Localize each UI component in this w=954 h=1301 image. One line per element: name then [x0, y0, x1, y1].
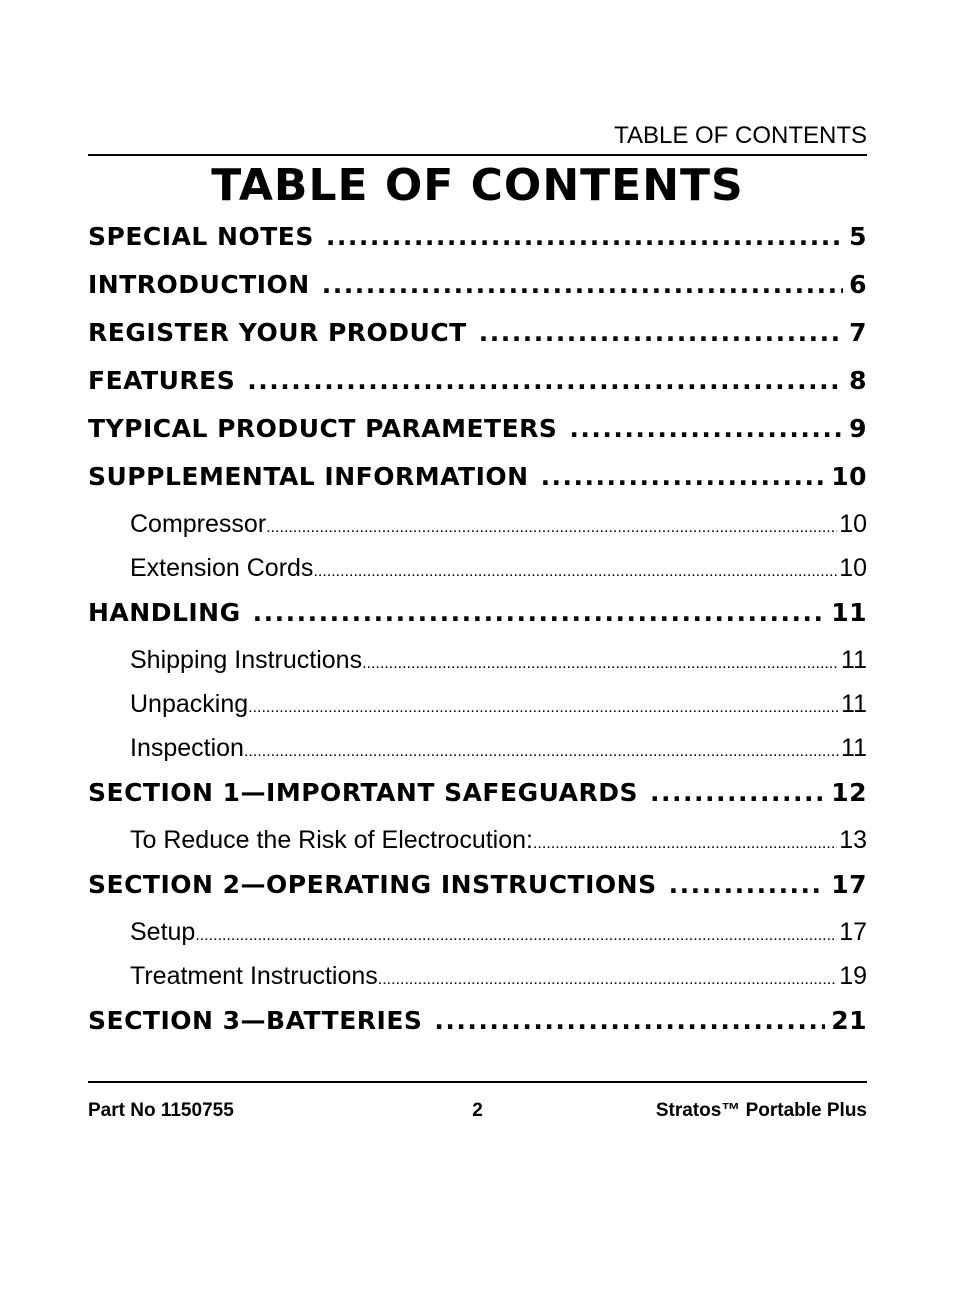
toc-entry-label: REGISTER YOUR PRODUCT [88, 318, 467, 347]
toc-subsection-entry[interactable] [88, 690, 867, 734]
toc-entry-label: Setup [130, 918, 196, 946]
toc-entry-label: Unpacking [130, 690, 249, 718]
toc-entry-label: SUPPLEMENTAL INFORMATION [88, 462, 529, 491]
toc-dot-leader [529, 462, 826, 491]
toc-dot-leader [657, 870, 826, 899]
toc-dot-leader [314, 222, 843, 251]
toc-entry-label: SECTION 1—IMPORTANT SAFEGUARDS [88, 778, 638, 807]
toc-entry-label: INTRODUCTION [88, 270, 310, 299]
footer-product-name: Stratos™ Portable Plus [655, 1100, 867, 1121]
toc-entry-page: 8 [849, 366, 867, 395]
toc-section-entry[interactable] [88, 366, 867, 414]
page-title: TABLE OF CONTENTS [211, 160, 744, 211]
toc-entry-page: 11 [831, 598, 867, 627]
toc-entry-page: 5 [849, 222, 867, 251]
toc-dot-leader [378, 971, 837, 989]
toc-section-entry[interactable] [88, 778, 867, 826]
toc-entry-page: 19 [839, 962, 867, 990]
toc-dot-leader [467, 318, 843, 347]
toc-entry-label: Shipping Instructions [130, 646, 363, 674]
footer-part-number: Part No 1150755 [88, 1100, 234, 1121]
toc-subsection-entry[interactable] [88, 826, 867, 870]
toc-entry-page: 10 [839, 554, 867, 582]
toc-subsection-entry[interactable] [88, 646, 867, 690]
toc-subsection-entry[interactable] [88, 510, 867, 554]
toc-entry-page: 12 [831, 778, 867, 807]
toc-entry-page: 17 [839, 918, 867, 946]
toc-dot-leader [266, 519, 837, 537]
toc-dot-leader [638, 778, 825, 807]
toc-section-entry[interactable] [88, 598, 867, 646]
header-rule [88, 154, 867, 156]
toc-section-entry[interactable] [88, 222, 867, 270]
toc-dot-leader [235, 366, 843, 395]
toc-entry-label: SECTION 3—BATTERIES [88, 1006, 423, 1035]
toc-section-entry[interactable] [88, 414, 867, 462]
toc-section-entry[interactable] [88, 318, 867, 366]
toc-dot-leader [422, 1006, 825, 1035]
footer-page-number: 2 [472, 1100, 483, 1121]
toc-section-entry[interactable] [88, 870, 867, 918]
toc-entry-page: 13 [839, 826, 867, 854]
toc-entry-page: 9 [849, 414, 867, 443]
toc-entry-page: 7 [849, 318, 867, 347]
toc-entry-label: HANDLING [88, 598, 241, 627]
toc-section-entry[interactable] [88, 462, 867, 510]
toc-entry-label: Inspection [130, 734, 244, 762]
toc-entry-label: Extension Cords [130, 554, 314, 582]
toc-subsection-entry[interactable] [88, 734, 867, 778]
toc-entry-page: 21 [831, 1006, 867, 1035]
toc-dot-leader [310, 270, 843, 299]
toc-entry-page: 6 [849, 270, 867, 299]
toc-entry-label: To Reduce the Risk of Electrocution: [130, 826, 533, 854]
toc-dot-leader [313, 563, 837, 581]
toc-entry-label: Compressor [130, 510, 267, 538]
toc-entry-label: TYPICAL PRODUCT PARAMETERS [88, 414, 558, 443]
toc-entry-page: 10 [831, 462, 867, 491]
running-head: TABLE OF CONTENTS [614, 122, 867, 149]
toc-subsection-entry[interactable] [88, 962, 867, 1006]
toc-entry-page: 11 [841, 690, 867, 718]
toc-dot-leader [362, 655, 839, 673]
toc-subsection-entry[interactable] [88, 918, 867, 962]
footer-rule [88, 1081, 867, 1083]
toc-entry-page: 11 [841, 734, 867, 762]
toc-dot-leader [533, 835, 837, 853]
toc-dot-leader [244, 743, 839, 761]
table-of-contents [88, 222, 867, 1054]
toc-entry-label: Treatment Instructions [130, 962, 378, 990]
toc-dot-leader [241, 598, 826, 627]
toc-entry-page: 10 [839, 510, 867, 538]
toc-section-entry[interactable] [88, 270, 867, 318]
toc-entry-label: SPECIAL NOTES [88, 222, 314, 251]
toc-entry-page: 17 [831, 870, 867, 899]
toc-entry-page: 11 [841, 646, 867, 674]
toc-dot-leader [248, 699, 839, 717]
page-footer [88, 1100, 867, 1126]
toc-dot-leader [195, 927, 837, 945]
toc-entry-label: SECTION 2—OPERATING INSTRUCTIONS [88, 870, 657, 899]
toc-entry-label: FEATURES [88, 366, 236, 395]
toc-section-entry[interactable] [88, 1006, 867, 1054]
toc-dot-leader [557, 414, 843, 443]
toc-subsection-entry[interactable] [88, 554, 867, 598]
